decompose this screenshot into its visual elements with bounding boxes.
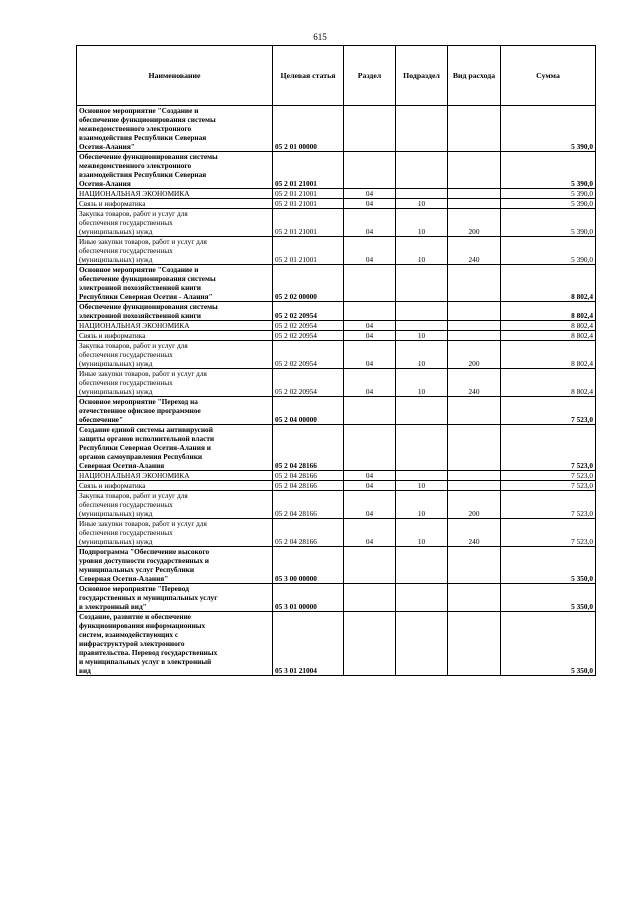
cell-expense: [448, 584, 501, 612]
table-row: [77, 491, 596, 519]
cell-section: 04: [344, 519, 396, 547]
cell-expense: [448, 106, 501, 152]
cell-subsection: 10: [396, 491, 448, 519]
cell-name: Закупка товаров, работ и услуг для обеспечения государственных (муниципальных) нужд: [77, 341, 273, 369]
table-row: [77, 237, 596, 265]
cell-code: 05 2 01 21001: [273, 152, 344, 189]
cell-name: Создание, развитие и обеспечение функционирования информационных систем, взаимодействующих с инфраструктурой электронного правительства. Перевод государственных и муниципальных услуг в электронный вид: [77, 612, 273, 676]
cell-name: Связь и информатика: [77, 331, 273, 341]
cell-section: 04: [344, 341, 396, 369]
cell-expense: [448, 189, 501, 199]
cell-section: 04: [344, 237, 396, 265]
cell-code: 05 2 04 00000: [273, 397, 344, 425]
cell-section: [344, 302, 396, 321]
cell-section: 04: [344, 331, 396, 341]
cell-section: 04: [344, 471, 396, 481]
cell-section: 04: [344, 369, 396, 397]
cell-subsection: [396, 189, 448, 199]
table-row: [77, 106, 596, 152]
table-row: [77, 369, 596, 397]
table-row: [77, 209, 596, 237]
cell-name: Основное мероприятие "Создание и обеспечение функционирования системы электронной похозяйственной книги Республики Северная Осетия - Алания": [77, 265, 273, 302]
cell-section: [344, 425, 396, 471]
cell-sum: 7 523,0: [501, 397, 596, 425]
cell-code: 05 2 04 28166: [273, 471, 344, 481]
cell-name: НАЦИОНАЛЬНАЯ ЭКОНОМИКА: [77, 189, 273, 199]
cell-section: [344, 612, 396, 676]
cell-expense: [448, 547, 501, 584]
cell-expense: [448, 397, 501, 425]
cell-code: 05 2 04 28166: [273, 491, 344, 519]
table-row: [77, 519, 596, 547]
cell-sum: 7 523,0: [501, 519, 596, 547]
cell-subsection: 10: [396, 369, 448, 397]
table-row: [77, 612, 596, 676]
cell-code: 05 2 04 28166: [273, 481, 344, 491]
cell-section: [344, 584, 396, 612]
cell-section: [344, 265, 396, 302]
cell-expense: 240: [448, 519, 501, 547]
table-row: [77, 425, 596, 471]
cell-section: [344, 397, 396, 425]
header-subsection: Подраздел: [396, 46, 448, 106]
table-row: [77, 152, 596, 189]
cell-expense: [448, 321, 501, 331]
cell-expense: [448, 152, 501, 189]
table-row: [77, 302, 596, 321]
cell-section: 04: [344, 199, 396, 209]
cell-sum: 7 523,0: [501, 491, 596, 519]
header-name: Наименование: [77, 46, 273, 106]
cell-section: [344, 152, 396, 189]
cell-code: 05 2 02 20954: [273, 369, 344, 397]
cell-sum: 7 523,0: [501, 471, 596, 481]
table-body: [77, 106, 596, 676]
cell-section: 04: [344, 481, 396, 491]
cell-subsection: [396, 265, 448, 302]
cell-name: Связь и информатика: [77, 481, 273, 491]
cell-expense: 200: [448, 209, 501, 237]
cell-code: 05 2 02 20954: [273, 341, 344, 369]
cell-sum: 5 390,0: [501, 209, 596, 237]
cell-subsection: [396, 152, 448, 189]
cell-code: 05 2 01 00000: [273, 106, 344, 152]
cell-subsection: 10: [396, 237, 448, 265]
cell-name: НАЦИОНАЛЬНАЯ ЭКОНОМИКА: [77, 471, 273, 481]
cell-expense: [448, 612, 501, 676]
header-code: Целевая статья: [273, 46, 344, 106]
table-row: [77, 265, 596, 302]
cell-name: Основное мероприятие "Перевод государственных и муниципальных услуг в электронный вид": [77, 584, 273, 612]
cell-code: 05 2 01 21001: [273, 237, 344, 265]
cell-subsection: [396, 106, 448, 152]
cell-code: 05 2 02 20954: [273, 302, 344, 321]
cell-sum: 5 390,0: [501, 106, 596, 152]
cell-code: 05 2 01 21001: [273, 199, 344, 209]
cell-name: Закупка товаров, работ и услуг для обеспечения государственных (муниципальных) нужд: [77, 209, 273, 237]
cell-subsection: 10: [396, 199, 448, 209]
table-row: [77, 584, 596, 612]
cell-sum: 5 390,0: [501, 237, 596, 265]
cell-name: Обеспечение функционирования системы межведомственного электронного взаимодействия Республики Северная Осетия-Алания: [77, 152, 273, 189]
table-row: [77, 189, 596, 199]
cell-section: 04: [344, 491, 396, 519]
cell-code: 05 2 02 00000: [273, 265, 344, 302]
cell-code: 05 2 02 20954: [273, 331, 344, 341]
cell-name: Подпрограмма "Обеспечение высокого уровня доступности государственных и муниципальных услуг Республики Северная Осетия-Алания": [77, 547, 273, 584]
cell-subsection: [396, 584, 448, 612]
cell-expense: [448, 331, 501, 341]
cell-name: Иные закупки товаров, работ и услуг для обеспечения государственных (муниципальных) нужд: [77, 237, 273, 265]
cell-name: Создание единой системы антивирусной защиты органов исполнительной власти Республики Северная Осетия-Алания и органов самоуправления Республики Северная Осетия-Алания: [77, 425, 273, 471]
table-row: [77, 397, 596, 425]
cell-subsection: [396, 425, 448, 471]
cell-subsection: 10: [396, 481, 448, 491]
header-expense: Вид расхода: [448, 46, 501, 106]
cell-subsection: 10: [396, 331, 448, 341]
cell-subsection: 10: [396, 209, 448, 237]
cell-code: 05 3 01 00000: [273, 584, 344, 612]
table-header-row: [77, 46, 596, 106]
cell-sum: 5 390,0: [501, 152, 596, 189]
cell-expense: [448, 481, 501, 491]
cell-subsection: [396, 547, 448, 584]
cell-expense: [448, 425, 501, 471]
cell-sum: 5 390,0: [501, 189, 596, 199]
cell-expense: 200: [448, 341, 501, 369]
cell-subsection: 10: [396, 341, 448, 369]
cell-sum: 5 390,0: [501, 199, 596, 209]
cell-sum: 5 350,0: [501, 612, 596, 676]
cell-expense: [448, 265, 501, 302]
header-section: Раздел: [344, 46, 396, 106]
cell-sum: 8 802,4: [501, 369, 596, 397]
cell-expense: 240: [448, 237, 501, 265]
cell-sum: 5 350,0: [501, 547, 596, 584]
table-row: [77, 471, 596, 481]
cell-subsection: [396, 612, 448, 676]
cell-code: 05 2 01 21001: [273, 209, 344, 237]
cell-name: Основное мероприятие "Создание и обеспечение функционирования системы межведомственного электронного взаимодействия Республики Северная Осетия-Алания": [77, 106, 273, 152]
cell-code: 05 3 01 21004: [273, 612, 344, 676]
cell-section: 04: [344, 209, 396, 237]
cell-code: 05 2 01 21001: [273, 189, 344, 199]
cell-section: [344, 106, 396, 152]
cell-code: 05 3 00 00000: [273, 547, 344, 584]
cell-name: Закупка товаров, работ и услуг для обеспечения государственных (муниципальных) нужд: [77, 491, 273, 519]
cell-subsection: [396, 321, 448, 331]
table-row: [77, 321, 596, 331]
cell-subsection: [396, 471, 448, 481]
cell-code: 05 2 04 28166: [273, 519, 344, 547]
cell-name: Основное мероприятие "Переход на отечественное офисное программное обеспечение": [77, 397, 273, 425]
table-row: [77, 331, 596, 341]
cell-expense: [448, 199, 501, 209]
cell-subsection: 10: [396, 519, 448, 547]
cell-name: НАЦИОНАЛЬНАЯ ЭКОНОМИКА: [77, 321, 273, 331]
cell-sum: 8 802,4: [501, 265, 596, 302]
cell-expense: 200: [448, 491, 501, 519]
cell-code: 05 2 02 20954: [273, 321, 344, 331]
cell-name: Иные закупки товаров, работ и услуг для обеспечения государственных (муниципальных) нужд: [77, 369, 273, 397]
cell-sum: 8 802,4: [501, 321, 596, 331]
cell-sum: 7 523,0: [501, 425, 596, 471]
cell-subsection: [396, 397, 448, 425]
cell-section: 04: [344, 321, 396, 331]
table-row: [77, 547, 596, 584]
header-sum: Сумма: [501, 46, 596, 106]
table-row: [77, 481, 596, 491]
page-number: 615: [313, 32, 327, 42]
table-row: [77, 199, 596, 209]
budget-table: [76, 45, 596, 676]
cell-sum: 8 802,4: [501, 331, 596, 341]
cell-sum: 7 523,0: [501, 481, 596, 491]
cell-expense: [448, 471, 501, 481]
cell-name: Связь и информатика: [77, 199, 273, 209]
cell-code: 05 2 04 28166: [273, 425, 344, 471]
cell-sum: 8 802,4: [501, 302, 596, 321]
cell-section: 04: [344, 189, 396, 199]
cell-name: Обеспечение функционирования системы электронной похозяйственной книги: [77, 302, 273, 321]
cell-name: Иные закупки товаров, работ и услуг для обеспечения государственных (муниципальных) нужд: [77, 519, 273, 547]
cell-sum: 8 802,4: [501, 341, 596, 369]
table-row: [77, 341, 596, 369]
cell-section: [344, 547, 396, 584]
cell-expense: [448, 302, 501, 321]
cell-expense: 240: [448, 369, 501, 397]
cell-sum: 5 350,0: [501, 584, 596, 612]
cell-subsection: [396, 302, 448, 321]
